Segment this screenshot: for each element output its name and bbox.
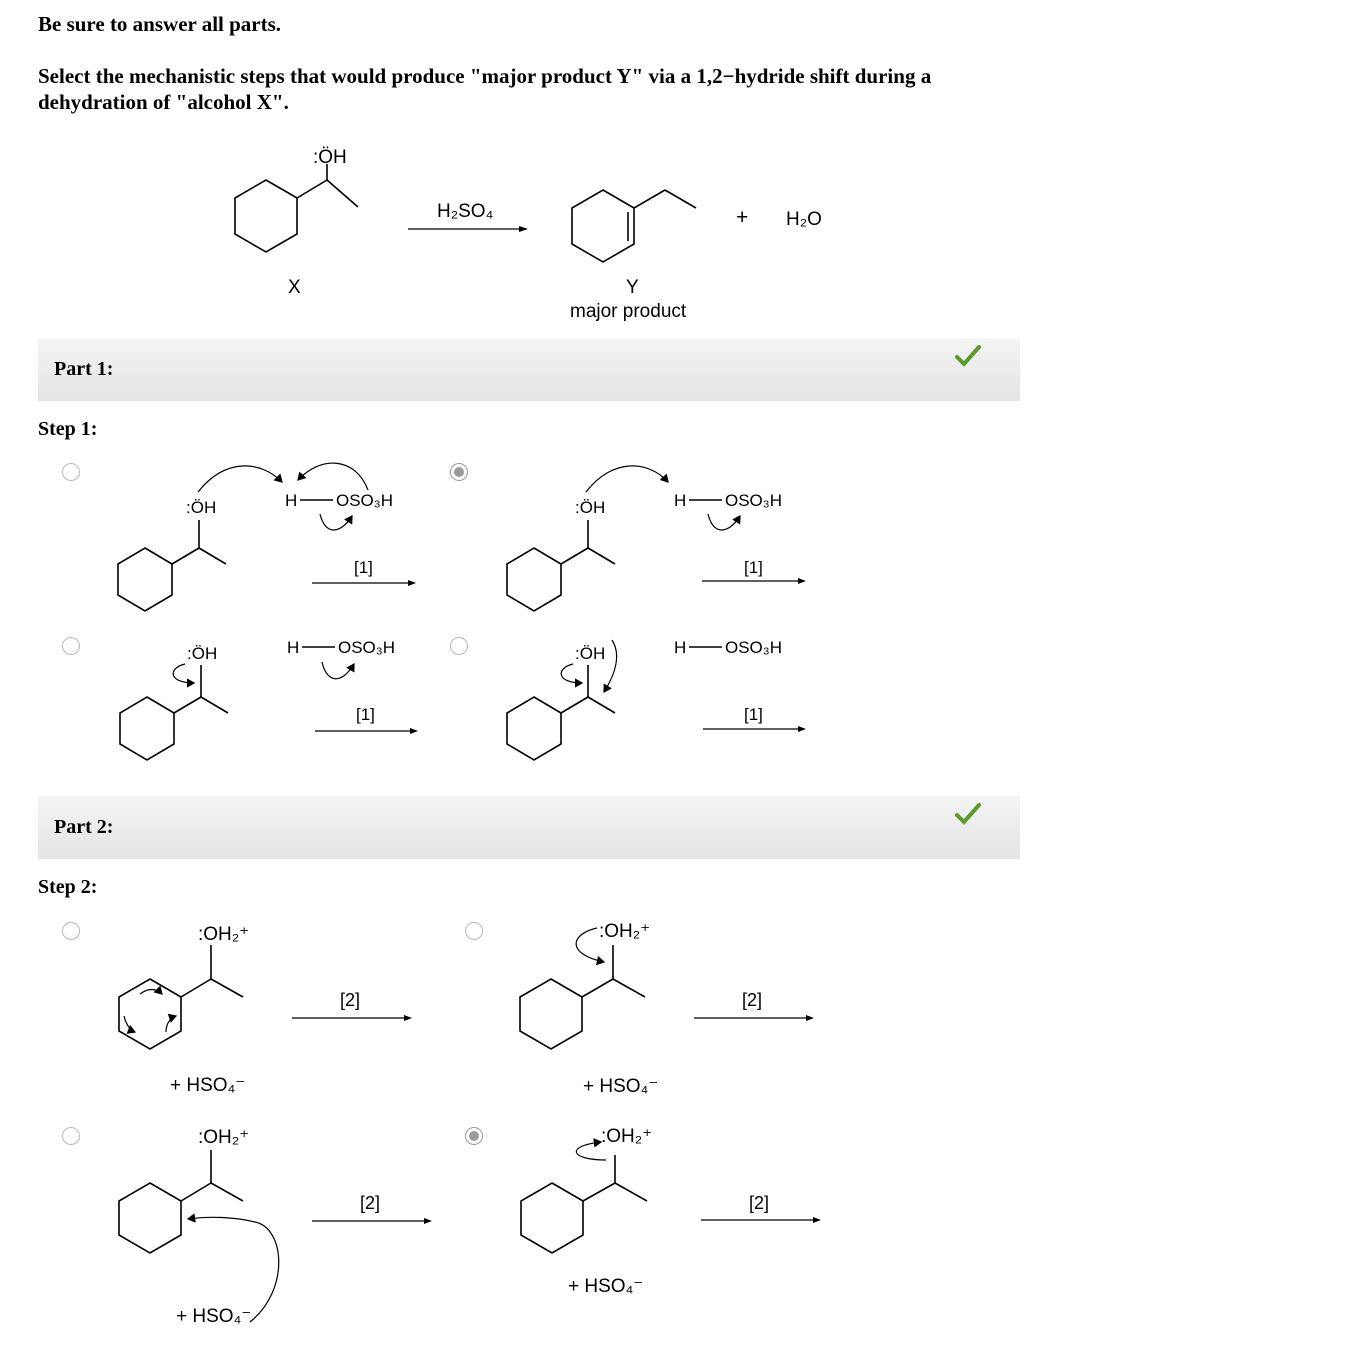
p2o2-hso4: + HSO₄⁻ <box>583 1076 659 1097</box>
p1o1-oso3h: OSO₃H <box>336 491 393 510</box>
step2-label: Step 2: <box>38 876 98 898</box>
p1o2-oso3h: OSO₃H <box>725 491 782 510</box>
part2-option-3 <box>119 1127 432 1327</box>
question-line-1: Select the mechanistic steps that would produce "major product Y" via a 1,2−hydride shift during a <box>38 64 932 88</box>
p1o2-step: [1] <box>744 558 763 577</box>
step1-label: Step 1: <box>38 418 98 440</box>
p1o2-h: H <box>674 491 687 510</box>
p1o4-oh: :ÖH <box>575 644 606 663</box>
p1o1-h: H <box>285 491 298 510</box>
p1o4-step: [1] <box>744 705 763 724</box>
p2o4-step: [2] <box>749 1193 770 1213</box>
oh-label: :ÖH <box>313 147 347 168</box>
label-y: Y <box>626 277 639 298</box>
p2o1-hso4: + HSO₄⁻ <box>170 1075 246 1096</box>
plus-sign: + <box>736 206 749 229</box>
p1o3-oh: :ÖH <box>187 644 218 663</box>
p2o2-oh2: :OH₂⁺ <box>599 921 651 942</box>
p1o2-oh: :ÖH <box>575 498 606 517</box>
p1o4-h: H <box>674 638 687 657</box>
p2o4-hso4: + HSO₄⁻ <box>568 1276 644 1297</box>
reagent-label: H₂SO₄ <box>437 201 494 222</box>
instruction-text: Be sure to answer all parts. <box>38 12 282 36</box>
p2o2-step: [2] <box>742 990 763 1010</box>
p2o4-oh2: :OH₂⁺ <box>601 1126 653 1147</box>
p1o1-oh: :ÖH <box>186 498 217 517</box>
label-x: X <box>288 277 301 298</box>
water-label: H₂O <box>786 209 822 230</box>
p1o3-oso3h: OSO₃H <box>338 638 395 657</box>
p2o3-oh2: :OH₂⁺ <box>198 1127 250 1148</box>
p1o1-step: [1] <box>354 558 373 577</box>
p2o3-hso4: + HSO₄⁻ <box>176 1306 252 1327</box>
major-product-label: major product <box>570 301 687 322</box>
p1o4-oso3h: OSO₃H <box>725 638 782 657</box>
p1o3-step: [1] <box>356 705 375 724</box>
part2-option-2 <box>520 921 814 1097</box>
part2-label: Part 2: <box>54 816 114 838</box>
part1-label: Part 1: <box>54 358 114 380</box>
question-line-2: dehydration of "alcohol X". <box>38 90 289 114</box>
p1o3-h: H <box>287 638 300 657</box>
p2o1-oh2: :OH₂⁺ <box>198 924 250 945</box>
part2-option-1 <box>119 924 412 1096</box>
p2o1-step: [2] <box>340 990 361 1010</box>
part2-option-4 <box>521 1126 821 1297</box>
p2o3-step: [2] <box>360 1193 381 1213</box>
